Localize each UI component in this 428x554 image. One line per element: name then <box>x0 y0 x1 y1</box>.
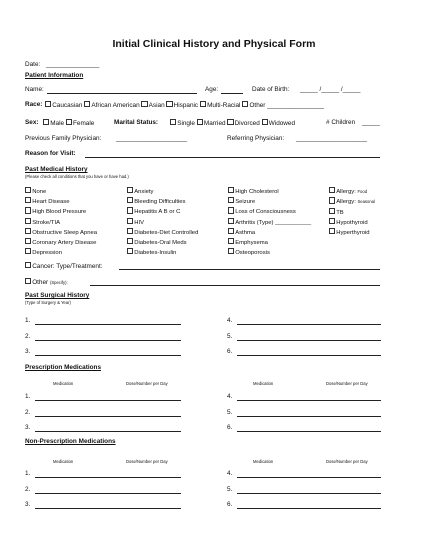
marital-label: Marital Status: <box>114 119 159 126</box>
race-caucasian[interactable]: Caucasian <box>45 102 82 109</box>
surgery-num: 5. <box>227 333 233 340</box>
checkbox-icon <box>84 101 90 107</box>
marital-married[interactable]: Married <box>197 120 226 127</box>
checkbox-icon <box>25 238 31 244</box>
prev-physician-label: Previous Family Physician: <box>25 135 102 142</box>
pmh-depression[interactable]: Depression <box>25 248 97 258</box>
children-label: # Children <box>326 119 356 126</box>
name-field[interactable] <box>47 93 197 94</box>
checkbox-icon <box>127 238 133 244</box>
checkbox-icon <box>25 197 31 203</box>
dob-field[interactable]: _____ /_____ /_____ <box>300 86 361 93</box>
surgery-field[interactable] <box>35 324 181 325</box>
nonprescription-num: 1. <box>25 470 31 477</box>
surgery-field[interactable] <box>237 355 381 356</box>
name-label: Name: <box>25 86 44 93</box>
pmh-col-4 <box>329 187 375 238</box>
nonprescription-num: 3. <box>25 501 31 508</box>
pmh-hyperthyroid[interactable]: Hyperthyroid <box>329 228 375 238</box>
nonprescription-field[interactable] <box>35 508 181 509</box>
checkbox-icon <box>127 197 133 203</box>
nonprescription-field[interactable] <box>237 508 381 509</box>
pmh-allergy-seasonal[interactable]: Allergy: Seasonal <box>329 197 375 207</box>
checkbox-icon <box>242 101 248 107</box>
prescription-num: 1. <box>25 393 31 400</box>
race-hispanic[interactable]: Hispanic <box>166 102 198 109</box>
nonprescription-field[interactable] <box>35 493 181 494</box>
prescription-num: 6. <box>227 424 233 431</box>
age-label: Age: <box>205 86 219 93</box>
pmh-high-blood-pressure[interactable]: High Blood Pressure <box>25 207 97 217</box>
prescription-num: 3. <box>25 424 31 431</box>
pmh-allergy-food[interactable]: Allergy: Food <box>329 187 375 197</box>
checkbox-icon <box>262 119 268 125</box>
nonprescription-col-dose: Dose/Number per Day <box>126 459 168 464</box>
race-other-field[interactable]: ________________ <box>267 101 325 109</box>
surgery-field[interactable] <box>35 340 181 341</box>
checkbox-icon <box>170 119 176 125</box>
pmh-hiv[interactable]: HIV <box>127 218 198 228</box>
pmh-subheading: (Please check all conditions that you have or have had.) <box>25 174 129 179</box>
race-label: Race: <box>25 101 43 108</box>
checkbox-icon <box>66 119 72 125</box>
race-asian[interactable]: Asian <box>141 102 164 109</box>
prescription-field[interactable] <box>35 431 181 432</box>
checkbox-icon <box>329 197 335 203</box>
surgery-field[interactable] <box>237 324 381 325</box>
pmh-hypothyroid[interactable]: Hypothyroid <box>329 218 375 228</box>
surgery-num: 1. <box>25 317 31 324</box>
checkbox-icon <box>25 262 31 268</box>
prescription-col-medication: Medication <box>253 381 274 386</box>
pmh-col-3 <box>228 187 311 258</box>
pmh-asthma[interactable]: Asthma <box>228 228 311 238</box>
checkbox-icon <box>25 278 31 284</box>
nonprescription-col-dose: Dose/Number per Day <box>326 459 368 464</box>
race-african-american[interactable]: African American <box>84 102 140 109</box>
patient-info-heading: Patient Information <box>25 72 84 79</box>
surgery-num: 4. <box>227 317 233 324</box>
prescription-col-medication: Medication <box>53 381 74 386</box>
checkbox-icon <box>25 207 31 213</box>
nonprescription-field[interactable] <box>35 477 181 478</box>
pmh-seizure[interactable]: Seizure <box>228 197 311 207</box>
checkbox-icon <box>228 207 234 213</box>
pmh-heading: Past Medical History <box>25 166 88 173</box>
pmh-loss-consciousness[interactable]: Loss of Consciousness <box>228 207 311 217</box>
pmh-diabetes-oral[interactable]: Diabetes-Oral Meds <box>127 238 198 248</box>
pmh-cad[interactable]: Coronary Artery Disease <box>25 238 97 248</box>
pmh-heart-disease[interactable]: Heart Disease <box>25 197 97 207</box>
checkbox-icon <box>228 218 234 224</box>
prescription-field[interactable] <box>35 416 181 417</box>
date-label: Date: <box>25 61 41 68</box>
surgical-subheading: (Type of Surgery & Year) <box>25 300 71 305</box>
pmh-arthritis[interactable]: Arthritis (Type) ___________ <box>228 218 311 228</box>
form-title: Initial Clinical History and Physical Form <box>112 38 316 50</box>
checkbox-icon <box>25 228 31 234</box>
checkbox-icon <box>127 218 133 224</box>
surgery-num: 2. <box>25 333 31 340</box>
sex-label: Sex: <box>25 119 39 126</box>
other-label: Other <box>32 278 49 286</box>
prescription-num: 5. <box>227 409 233 416</box>
pmh-emphysema[interactable]: Emphysema <box>228 238 311 248</box>
age-field[interactable] <box>221 93 243 94</box>
nonprescription-num: 5. <box>227 486 233 493</box>
other-specify: (Specify): <box>49 279 68 285</box>
checkbox-icon <box>166 101 172 107</box>
prescription-field[interactable] <box>35 400 181 401</box>
checkbox-icon <box>141 101 147 107</box>
surgery-num: 3. <box>25 348 31 355</box>
pmh-none[interactable]: None <box>25 187 97 197</box>
marital-single[interactable]: Single <box>170 120 195 127</box>
ref-physician-field[interactable]: ____________________ <box>296 135 368 142</box>
prescription-field[interactable] <box>237 400 381 401</box>
checkbox-icon <box>329 208 335 214</box>
surgical-heading: Past Surgical History <box>25 292 90 299</box>
reason-field[interactable] <box>85 157 380 158</box>
pmh-stroke[interactable]: Stroke/TIA <box>25 218 97 228</box>
nonprescription-heading: Non-Prescription Medications <box>25 438 116 445</box>
nonprescription-field[interactable] <box>237 493 381 494</box>
race-multi-racial[interactable]: Multi-Racial <box>200 102 241 109</box>
prev-physician-field[interactable]: ____________________ <box>116 135 188 142</box>
pmh-hepatitis[interactable]: Hepatitis A B or C <box>127 207 198 217</box>
checkbox-icon <box>25 187 31 193</box>
nonprescription-col-medication: Medication <box>53 459 74 464</box>
checkbox-icon <box>127 248 133 254</box>
checkbox-icon <box>127 187 133 193</box>
checkbox-icon <box>228 187 234 193</box>
marital-divorced[interactable]: Divorced <box>227 120 259 127</box>
children-field[interactable]: _____ <box>362 119 380 126</box>
checkbox-icon <box>228 238 234 244</box>
prescription-field[interactable] <box>237 431 381 432</box>
sex-options <box>43 119 94 127</box>
prescription-field[interactable] <box>237 416 381 417</box>
checkbox-icon <box>197 119 203 125</box>
pmh-osteoporosis[interactable]: Osteoporosis <box>228 248 311 258</box>
prescription-num: 4. <box>227 393 233 400</box>
cancer-label: Cancer: Type/Treatment: <box>32 262 103 270</box>
race-other[interactable]: Other <box>242 102 265 109</box>
other-item[interactable] <box>25 278 68 286</box>
checkbox-icon <box>228 228 234 234</box>
cancer-item[interactable] <box>25 262 103 270</box>
checkbox-icon <box>329 228 335 234</box>
checkbox-icon <box>43 119 49 125</box>
prescription-num: 2. <box>25 409 31 416</box>
pmh-bleeding[interactable]: Bleeding Difficulties <box>127 197 198 207</box>
checkbox-icon <box>25 218 31 224</box>
race-options <box>45 101 324 109</box>
ref-physician-label: Referring Physician: <box>227 135 285 142</box>
pmh-sleep-apnea[interactable]: Obstructive Sleep Apnea <box>25 228 97 238</box>
nonprescription-num: 2. <box>25 486 31 493</box>
nonprescription-col-medication: Medication <box>253 459 274 464</box>
nonprescription-field[interactable] <box>237 477 381 478</box>
checkbox-icon <box>228 248 234 254</box>
dob-label: Date of Birth: <box>252 86 290 93</box>
pmh-high-cholesterol[interactable]: High Cholesterol <box>228 187 311 197</box>
checkbox-icon <box>127 207 133 213</box>
sex-female[interactable]: Female <box>66 120 95 127</box>
pmh-anxiety[interactable]: Anxiety <box>127 187 198 197</box>
checkbox-icon <box>228 197 234 203</box>
date-field[interactable]: _______________ <box>46 61 100 68</box>
checkbox-icon <box>329 187 335 193</box>
cancer-field[interactable] <box>119 269 380 270</box>
pmh-tb[interactable]: TB <box>329 208 375 218</box>
marital-options <box>170 119 295 127</box>
pmh-diabetes-diet[interactable]: Diabetes-Diet Controlled <box>127 228 198 238</box>
surgery-field[interactable] <box>237 340 381 341</box>
checkbox-icon <box>127 228 133 234</box>
checkbox-icon <box>227 119 233 125</box>
prescription-col-dose: Dose/Number per Day <box>326 381 368 386</box>
nonprescription-num: 4. <box>227 470 233 477</box>
prescription-heading: Prescription Medications <box>25 364 101 371</box>
surgery-num: 6. <box>227 348 233 355</box>
checkbox-icon <box>329 218 335 224</box>
sex-male[interactable]: Male <box>43 120 64 127</box>
reason-label: Reason for Visit: <box>25 150 76 157</box>
pmh-col-2 <box>127 187 198 258</box>
checkbox-icon <box>25 248 31 254</box>
nonprescription-num: 6. <box>227 501 233 508</box>
surgery-field[interactable] <box>35 355 181 356</box>
other-field[interactable] <box>90 285 380 286</box>
checkbox-icon <box>45 101 51 107</box>
pmh-col-1 <box>25 187 97 258</box>
checkbox-icon <box>200 101 206 107</box>
prescription-col-dose: Dose/Number per Day <box>126 381 168 386</box>
pmh-diabetes-insulin[interactable]: Diabetes-Insulin <box>127 248 198 258</box>
marital-widowed[interactable]: Widowed <box>262 120 295 127</box>
